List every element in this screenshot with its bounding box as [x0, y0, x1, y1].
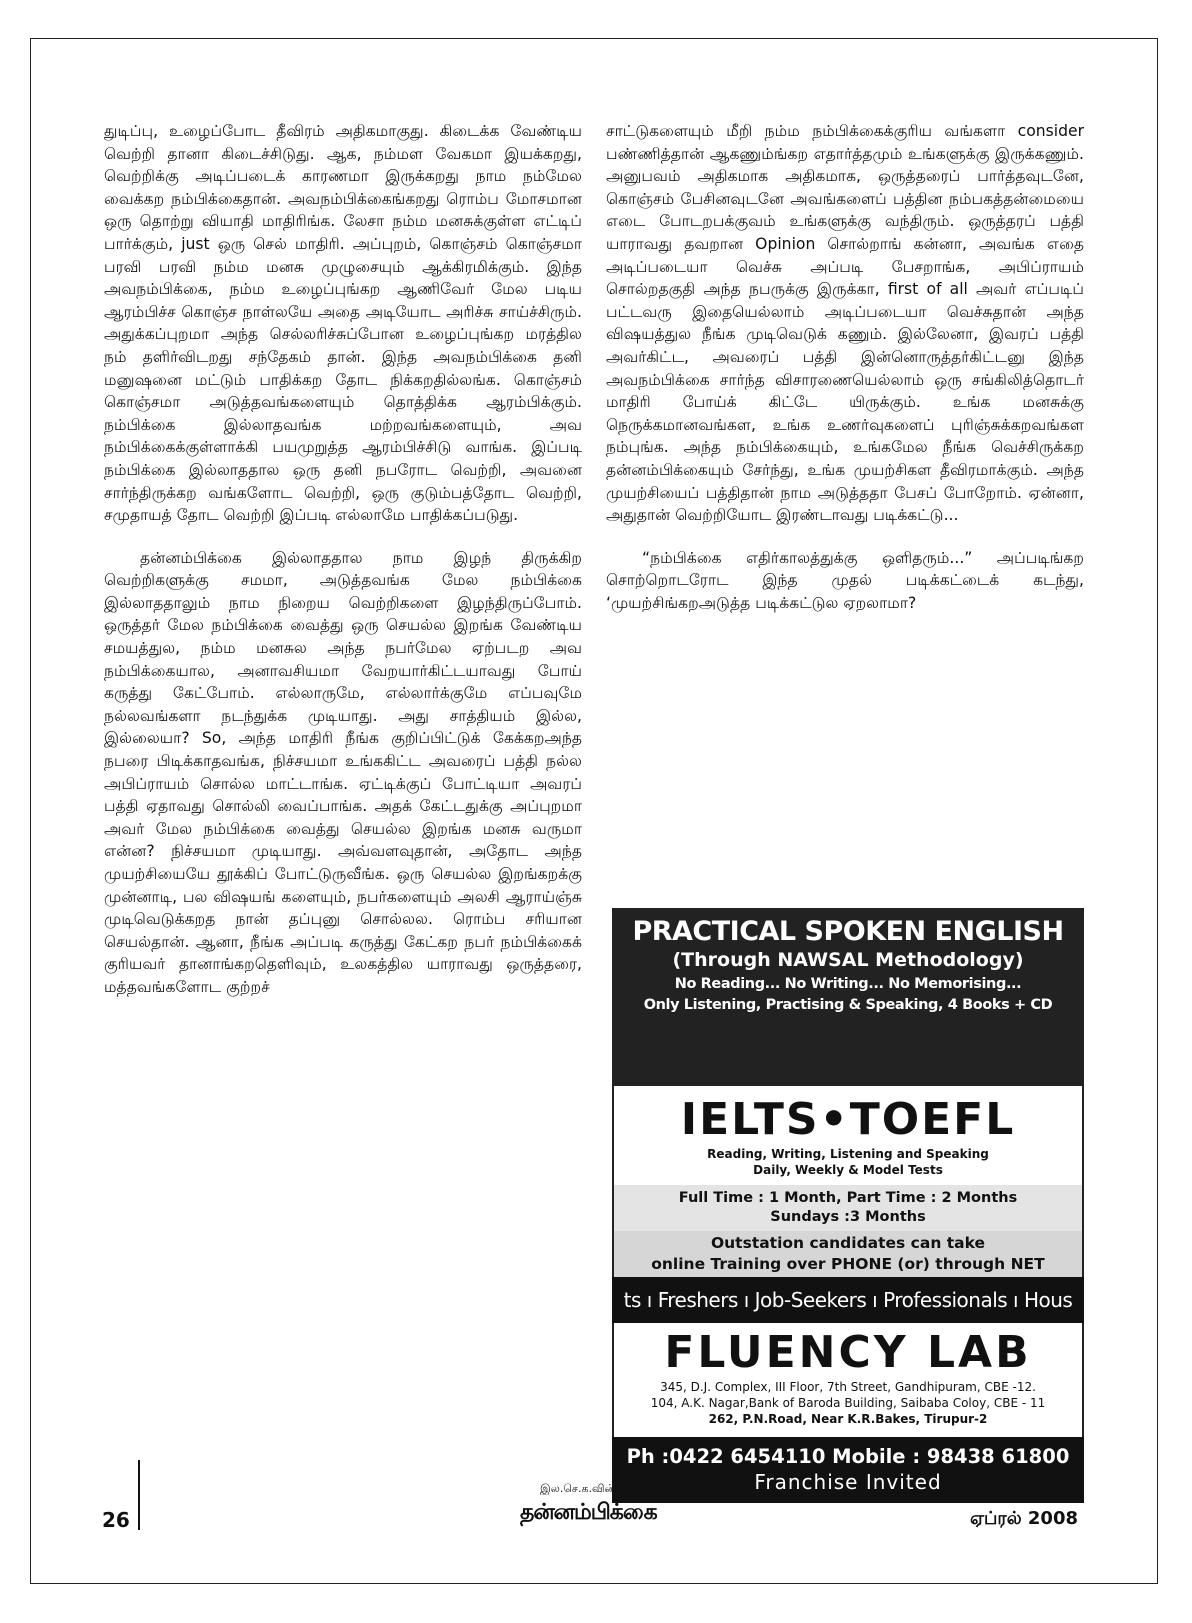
article-column-right: [606, 120, 1084, 614]
page-number: 26: [102, 1508, 130, 1532]
ad-line: No Reading... No Writing... No Memorising...: [674, 976, 1022, 992]
ad-phone: Ph :0422 6454110 Mobile : 98438 61800: [626, 1445, 1070, 1468]
ad-duration-line: Full Time : 1 Month, Part Time : 2 Months: [678, 1190, 1018, 1206]
advertisement-header: [612, 908, 1084, 1086]
masthead-publisher: இல.செ.க.வின்: [540, 1482, 616, 1495]
advertisement-contact: [612, 1437, 1084, 1503]
ad-duration-line: Sundays :3 Months: [770, 1209, 926, 1225]
ad-outstation-line: Outstation candidates can take: [710, 1234, 986, 1252]
advertisement-brand-block: [612, 1323, 1084, 1437]
footer-divider: [138, 1460, 140, 1530]
article-paragraph: துடிப்பு, உழைப்போட தீவிரம் அதிகமாகுது. கிடைக்க வேண்டிய வெற்றி தானா கிடைச்சிடுது. ஆக, நம்மள வேகமா இயக்கறது, வெற்றிக்கு அடிப்படைக் காரணமா இருக்கறது நாம நம்மேல வைக்கற நம்பிக்கைதான். அவநம்பிக்கைங்கறது ரொம்ப மோசமான ஒரு தொற்று வியாதி மாதிரிங்க. லேசா நம்ம மனசுக்குள்ள எட்டிப் பார்க்கும், just ஒரு செல் மாதிரி. அப்புறம், கொஞ்சம் கொஞ்சமா பரவி பரவி நம்ம மனசு முழுசையும் ஆக்கிரமிக்கும். இந்த அவநம்பிக்கை, நம்ம உழைப்புங்கற ஆணிவேர் மேல படிய ஆரம்பிச்ச கொஞ்ச நாள்லயே அதை அடியோட அரிச்சு சாய்ச்சிரும். அதுக்கப்புறமா அந்த செல்லரிச்சுப்போன உழைப்புங்கற மரத்தில நம் தளிர்விடறது சந்தேகம் தான். இந்த அவநம்பிக்கை தனி மனுஷனை மட்டும் பாதிக்கற தோட நிக்கறதில்லங்க. கொஞ்சம் கொஞ்சமா அடுத்தவங்களையும் தொத்திக்க ஆரம்பிக்கும். நம்பிக்கை இல்லாதவங்க மற்றவங்களையும், அவ நம்பிக்கைக்குள்ளாக்கி பயமுறுத்த ஆரம்பிச்சிடு வாங்க. இப்படி நம்பிக்கை இல்லாததால ஒரு தனி நபரோட வெற்றி, அவனை சார்ந்திருக்கற வங்களோட வெற்றி, ஒரு குடும்பத்தோட வெற்றி, சமுதாயத் தோட வெற்றி இப்படி எல்லாமே பாதிக்கப்படுது.: [104, 122, 582, 525]
ad-address: 104, A.K. Nagar,Bank of Baroda Building, Saibaba Coloy, CBE - 11: [650, 1396, 1046, 1410]
ad-line: Only Listening, Practising & Speaking, 4 Books + CD: [643, 997, 1053, 1013]
ad-outstation-line: online Training over PHONE (or) through NET: [651, 1255, 1045, 1273]
ad-brand-logo: FLUENCY LAB: [664, 1327, 1032, 1378]
ad-headline: PRACTICAL SPOKEN ENGLISH: [632, 916, 1064, 947]
advertisement-outstation: [612, 1231, 1084, 1277]
article-paragraph: சாட்டுகளையும் மீறி நம்ம நம்பிக்கைக்குரிய வங்களா consider பண்ணித்தான் ஆகணும்ங்கற எதார்த்தமும் உங்களுக்கு இருக்கணும். அனுபவம் அதிகமாக அதிகமாக, ஒருத்தரைப் பார்த்தவுடனே, கொஞ்சம் பேசினவுடனே அவங்களைப் பத்தின நம்பகத்தன்மையை எடை போடறபக்குவம் உங்களுக்கு வந்திரும். ஒருத்தரப் பத்தி யாராவது தவறான Opinion சொல்றாங் கன்னா, அவங்க எதை அடிப்படையா வெச்சு அப்படி பேசறாங்க, அபிப்ராயம் சொல்றதகுதி அந்த நபருக்கு இருக்கா, first of all அவர் எப்படிப் பட்டவரு இதையெல்லாம் அடிப்படையா வெச்சுதான் அந்த விஷயத்துல நீங்க முடிவெடுக் கணும். இல்லேனா, இவரப் பத்தி அவர்கிட்ட, அவரைப் பத்தி இன்னொருத்தர்கிட்டனு இந்த அவநம்பிக்கை சார்ந்த விசாரணையெல்லாம் ஒரு சங்கிலித்தொடர் மாதிரி போய்க் கிட்டே யிருக்கும். உங்க மனசுக்கு நெருக்கமானவங்கள, உங்க உணர்வுகளைப் புரிஞ்சுக்கறவங்கள நம்புங்க. அந்த நம்பிக்கையும், உங்கமேல நீங்க வெச்சிருக்கற தன்னம்பிக்கையும் சேர்ந்து, உங்க முயற்சிகள தீவிரமாக்கும். அந்த முயற்சியைப் பத்திதான் நாம அடுத்ததா பேசப் போறோம். ஏன்னா, அதுதான் வெற்றியோட இரண்டாவது படிக்கட்டு...: [606, 122, 1084, 525]
advertisement-exam-block: [612, 1086, 1084, 1231]
article-paragraph: “நம்பிக்கை எதிர்காலத்துக்கு ஒளிதரும்...” அப்படிங்கற சொற்றொடரோட இந்த முதல் படிக்கட்டைக் கடந்து, ‘முயற்சிங்கறஅடுத்த படிக்கட்டுல ஏறலாமா?: [606, 548, 1084, 612]
ad-duration: [614, 1185, 1082, 1231]
masthead-logo: தன்னம்பிக்கை: [520, 1500, 657, 1525]
ad-address: 262, P.N.Road, Near K.R.Bakes, Tirupur-2: [708, 1412, 988, 1426]
article-column-left: [104, 120, 582, 999]
article-paragraph: தன்னம்பிக்கை இல்லாததால நாம இழந் திருக்கிற வெற்றிகளுக்கு சமமா, அடுத்தவங்க மேல நம்பிக்கை இல்லாததாலும் நாம நிறைய வெற்றிகளை இழந்திருப்போம். ஒருத்தர் மேல நம்பிக்கை வைத்து ஒரு செயல்ல இறங்க வேண்டிய சமயத்துல, நம்ம மனசுல அந்த நபர்மேல ஏற்படற அவ நம்பிக்கையால, அனாவசியமா வேறயார்கிட்டயாவது போய் கருத்து கேட்போம். எல்லாருமே, எல்லார்க்குமே எப்பவுமே நல்லவங்களா நடந்துக்க முடியாது. அது சாத்தியம் இல்ல, இல்லையா? So, அந்த மாதிரி நீங்க குறிப்பிட்டுக் கேக்கறஅந்த நபரை பிடிக்காதவங்க, நிச்சயமா உங்ககிட்ட அவரைப் பத்தி நல்ல அபிப்ராயம் சொல்ல மாட்டாங்க. ஏட்டிக்குப் போட்டியா அவரப் பத்தி ஏதாவது சொல்லி வைப்பாங்க. அதக் கேட்டதுக்கு அப்புறமா அவர் மேல நம்பிக்கை வைத்து செயல்ல இறங்க மனசு வருமா என்ன? நிச்சயமா முடியாது. அவ்வளவுதான், அதோட அந்த முயற்சியையே தூக்கிப் போட்டுருவீங்க. ஒரு செயல்ல இறங்கறக்கு முன்னாடி, பல விஷயங் களையும், நபர்களையும் அலசி ஆராய்ஞ்சு முடிவெடுக்கறத நான் தப்புனு சொல்லல. ரொம்ப சரியான செயல்தான். ஆனா, நீங்க அப்படி கருத்து கேட்கற நபர் நம்பிக்கைக் குரியவர் தானாங்கறதெளிவும், உலகத்தில யாராவது ஒருத்தரை, மத்தவங்களோட குற்றச்: [104, 548, 582, 996]
ad-franchise: Franchise Invited: [754, 1470, 942, 1494]
ad-exam-subtitle: Daily, Weekly & Model Tests: [753, 1163, 943, 1177]
advertisement-audience-strip: ts ı Freshers ı Job-Seekers ı Professionals ı Hous: [612, 1277, 1084, 1323]
ad-exam-subtitle: Reading, Writing, Listening and Speaking: [707, 1147, 989, 1161]
ad-address: 345, D.J. Complex, III Floor, 7th Street, Gandhipuram, CBE -12.: [660, 1380, 1036, 1394]
ad-method: (Through NAWSAL Methodology): [672, 949, 1024, 971]
issue-date: ஏப்ரல் 2008: [970, 1508, 1079, 1529]
ad-exam-title: IELTS•TOEFL: [680, 1094, 1016, 1145]
